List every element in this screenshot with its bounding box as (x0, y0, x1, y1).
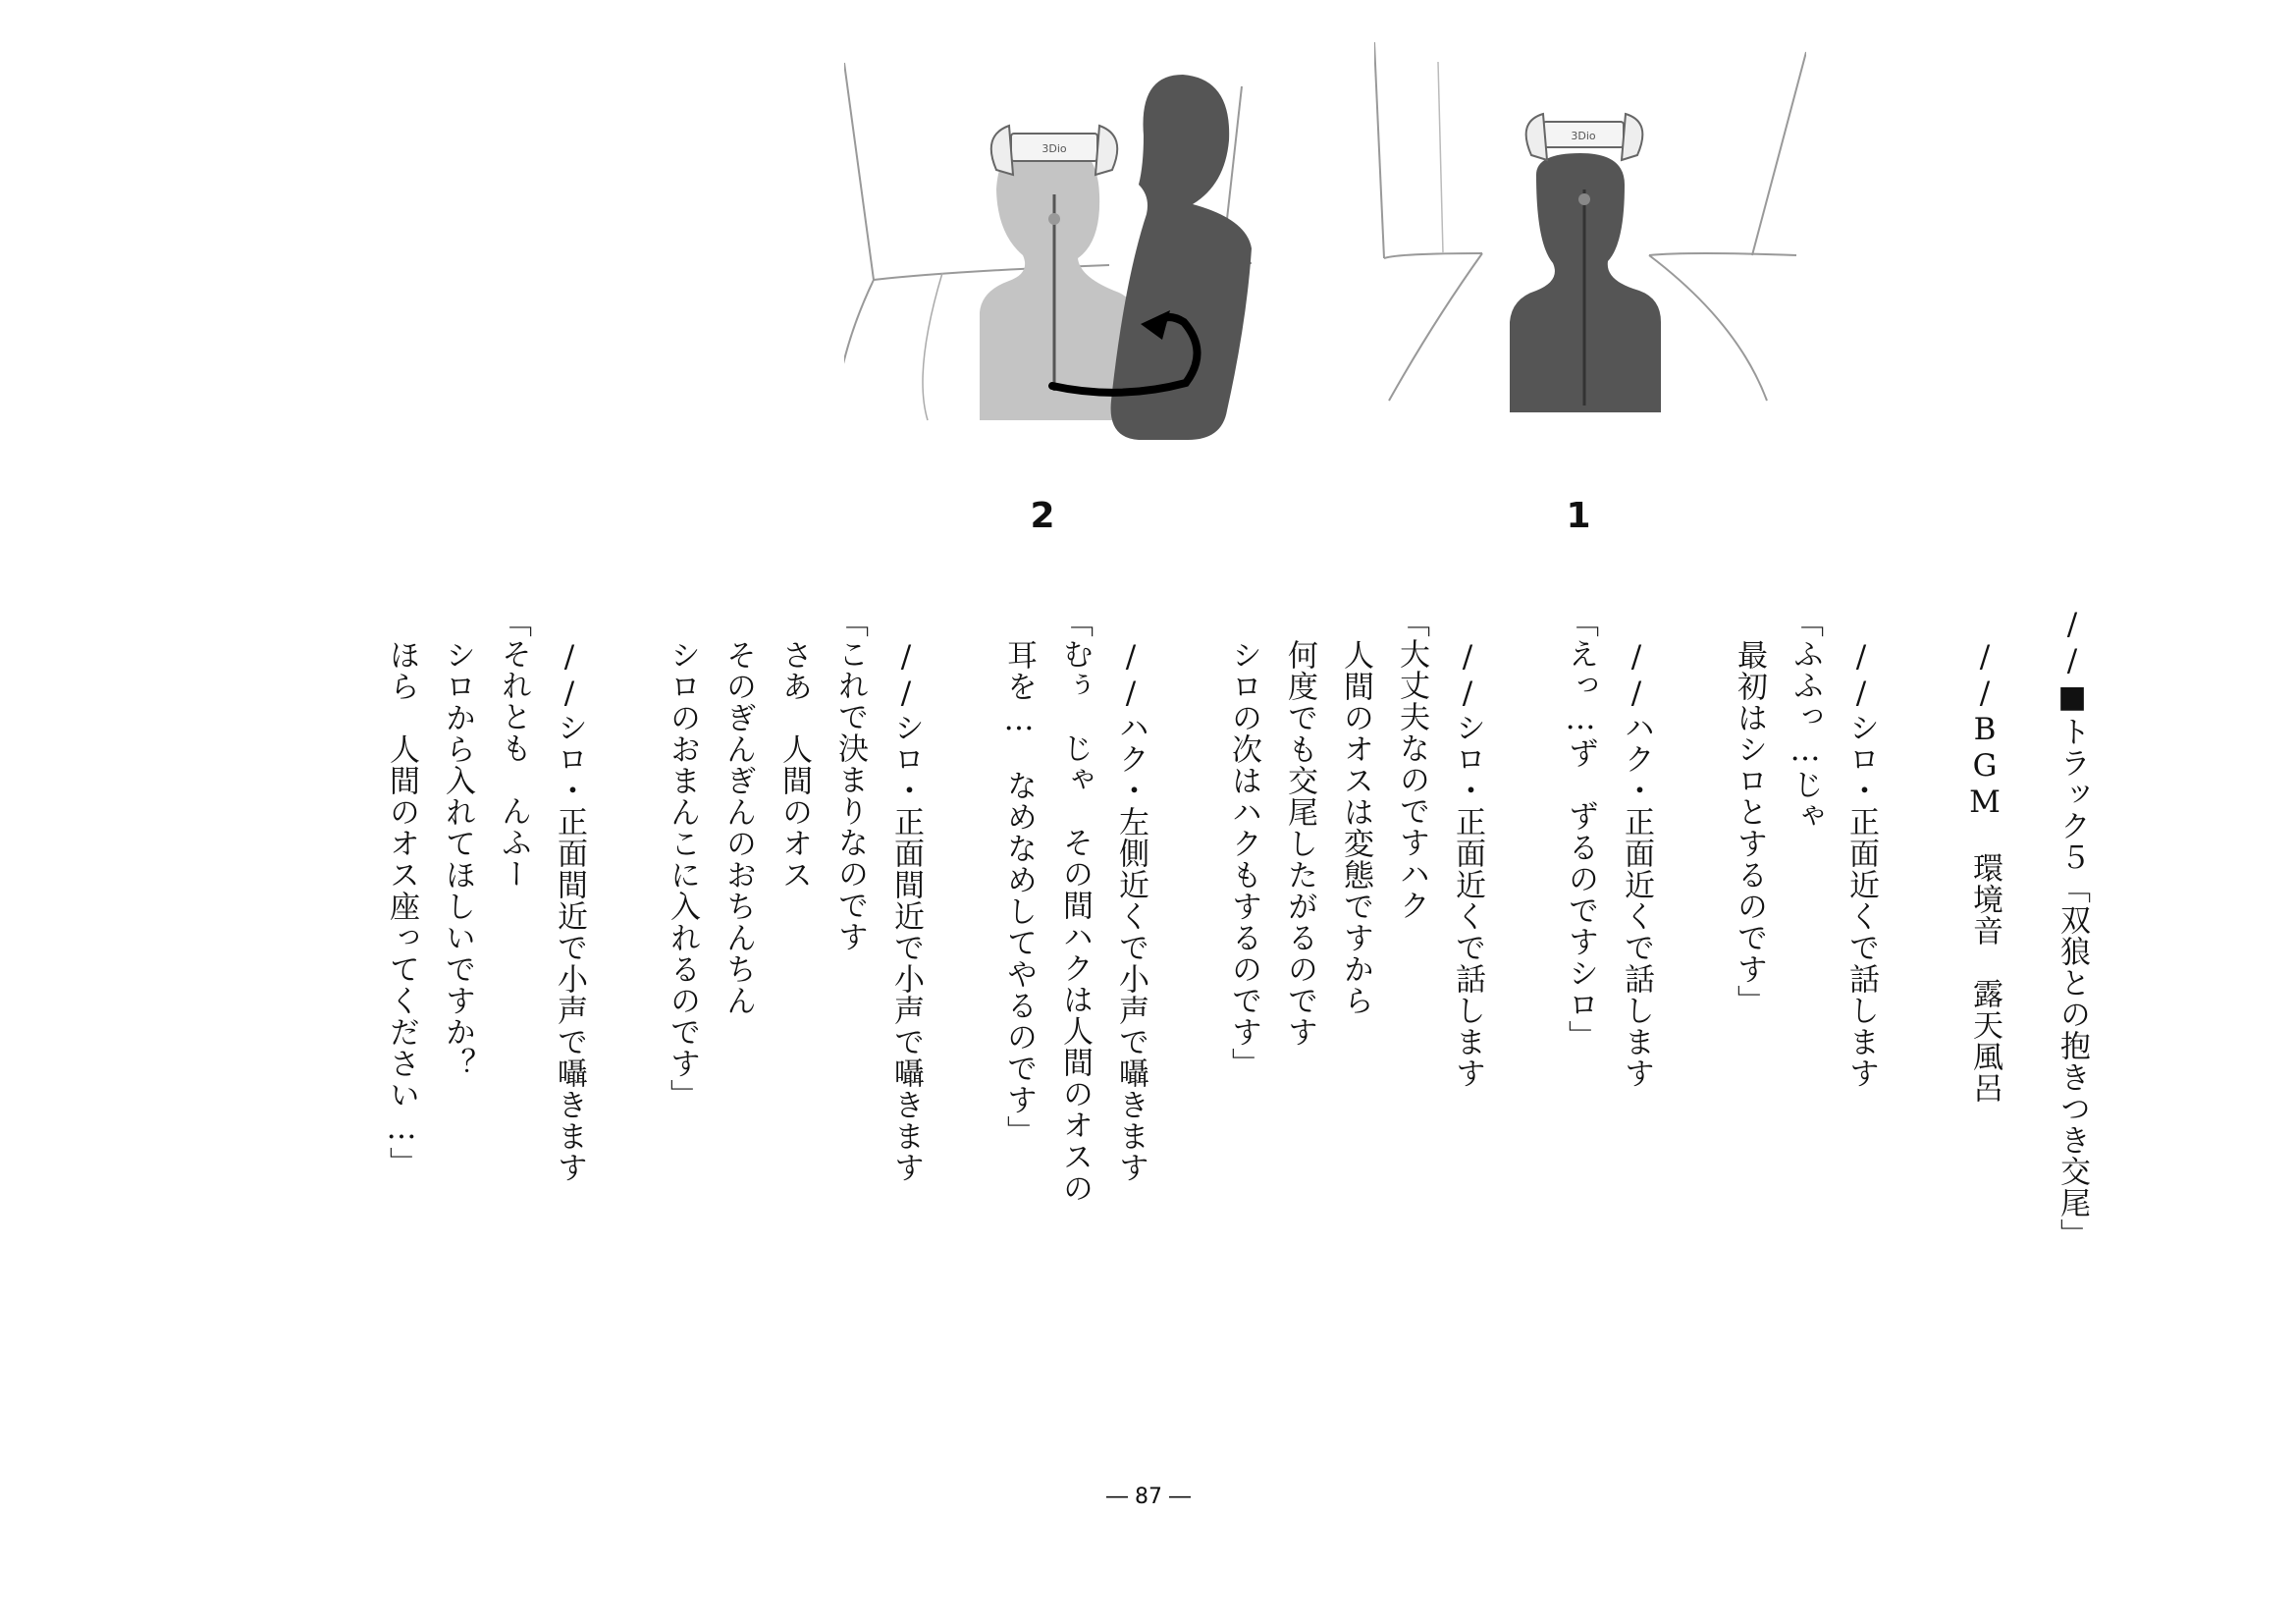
dialogue-line: 「それとも んふー (496, 607, 531, 890)
dialogue-line: シロの次はハクもするのです」 (1226, 639, 1261, 1079)
dialogue-line: 「むぅ じゃ その間ハクは人間のオスの (1057, 607, 1093, 1204)
dialogue-line: 人間のオスは変態ですから (1338, 639, 1373, 1016)
stage-direction: //ハク・左側近くで小声で囁きます (1113, 639, 1148, 1183)
figure-swap-illustration (844, 27, 1256, 450)
dialogue-line: シロのおまんこに入れるのです」 (665, 639, 700, 1110)
dialogue-line: ほら 人間のオス座ってください…」 (384, 639, 419, 1178)
headphone-label: 3Dio (1571, 130, 1596, 142)
dialogue-line: 最初はシロとするのです」 (1732, 639, 1767, 1016)
dialogue-line: そのぎんぎんのおちんちん (721, 639, 756, 1016)
stage-direction: //シロ・正面間近で小声で囁きます (552, 639, 587, 1183)
dialogue-line: 「えっ…ず ずるのですシロ」 (1563, 607, 1598, 1052)
headphone-label: 3Dio (1041, 142, 1067, 155)
stage-direction: //シロ・正面近くで話します (1450, 639, 1485, 1089)
stage-direction: //BGM 環境音 露天風呂 (1967, 639, 2002, 1104)
page-number: ― 87 ― (1106, 1485, 1191, 1509)
stage-direction: //シロ・正面間近で小声で囁きます (888, 639, 924, 1183)
illustration-2 (844, 27, 1256, 450)
dialogue-line: 何度でも交尾したがるのです (1282, 639, 1317, 1048)
illustration-1-caption: 1 (1566, 496, 1591, 536)
illustration-2-caption: 2 (1030, 496, 1055, 536)
stage-direction: //シロ・正面近くで話します (1843, 639, 1879, 1089)
dialogue-line: 「大丈夫なのですハク (1394, 607, 1429, 921)
dialogue-line: 「ふふっ…じゃ (1788, 607, 1823, 832)
track-title: //■トラック５「双狼との抱きつき交尾」 (2055, 607, 2090, 1250)
illustration-1 (1374, 27, 1806, 450)
figure-center-illustration (1374, 27, 1806, 450)
dialogue-line: 耳を… なめなめしてやるのです」 (1001, 639, 1037, 1147)
stage-direction: //ハク・正面近くで話します (1619, 639, 1654, 1089)
dialogue-line: さあ 人間のオス (776, 639, 812, 891)
dialogue-line: 「これで決まりなのです (832, 607, 868, 952)
dialogue-line: シロから入れてほしいですか？ (440, 639, 475, 1079)
